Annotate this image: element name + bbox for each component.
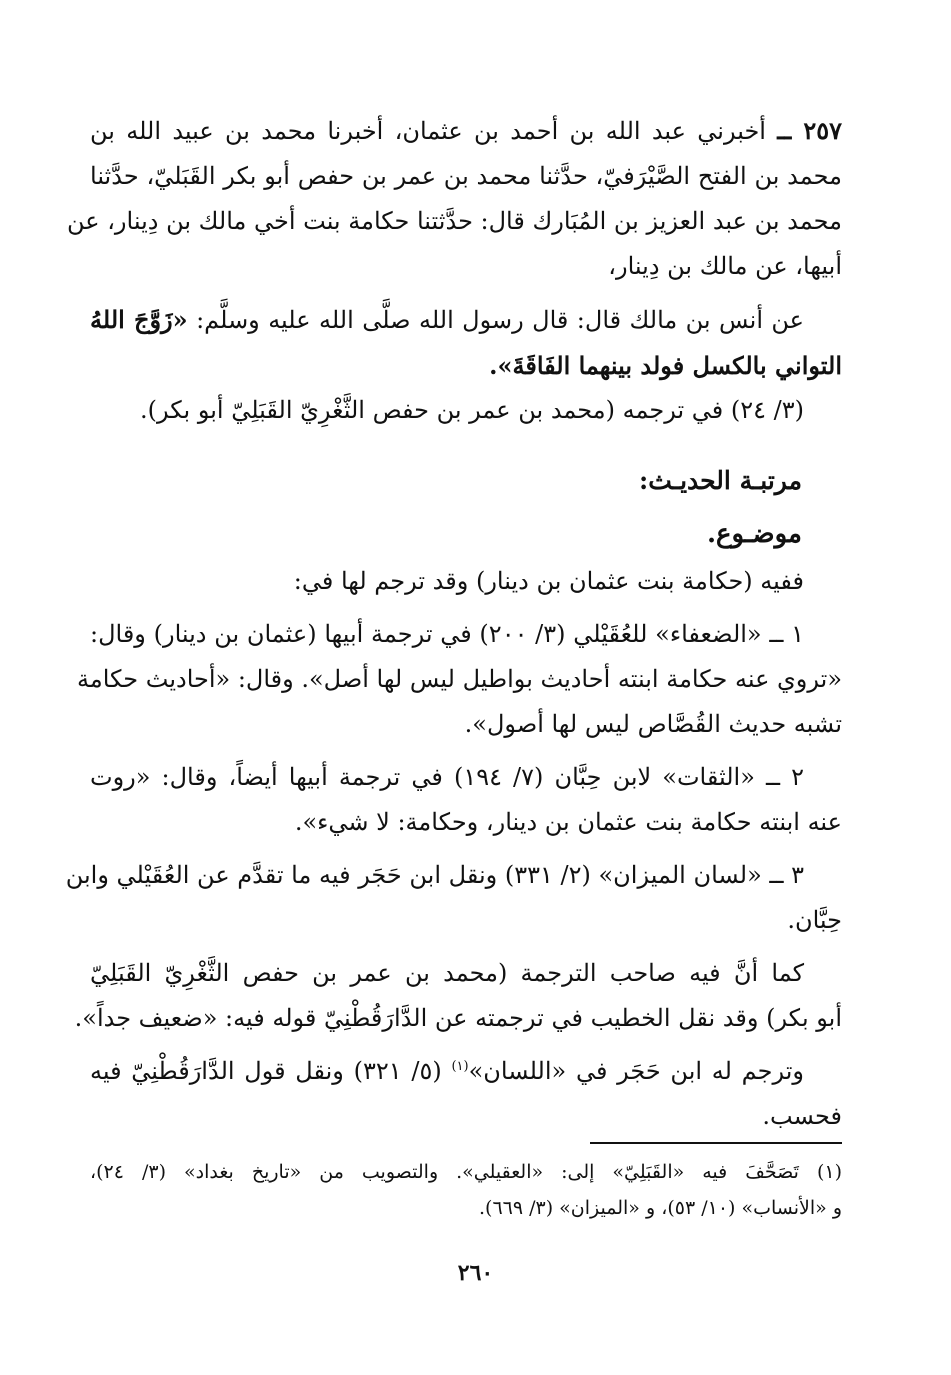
footnote-marker[interactable]: (١) [451,1059,469,1074]
footnotes [90,1154,842,1226]
hadith-block [66,108,842,289]
matn-text: «زَوَّجَ اللهُ [90,305,188,334]
intro-paragraph: ففيه (حكامة بنت عثمان بن دينار) وقد ترجم لها في: [293,567,804,595]
page-body [65,108,842,1147]
source-item-2: ٢ ــ «الثقات» لابن حِبَّان (٧/ ١٩٤) في ترجمة أبيها أيضاً، وقال: «روت عنه ابنته حكامة بنت عثمان بن دينار، وحكامة: لا شيء». [90,763,842,836]
footnote-line: و «الأنساب» (١٠/ ٥٣)، و «الميزان» (٣/ ٦٦٩). [478,1197,842,1219]
isnad-line: محمد بن الفتح الصَّيْرَفيّ، حدَّثنا محمد بن عمر بن حفص أبو بكر القَبَليّ، حدَّثنا [90,162,842,190]
hadith-reference: (٣/ ٢٤) في ترجمه (محمد بن عمر بن حفص الثَّغْرِيّ القَبَلِيّ أبو بكر). [140,396,804,424]
page-number: ٢٦٠ [457,1260,494,1286]
isnad-line: أبيها، عن مالك بن دِينار، [608,252,842,280]
footnote-divider [590,1142,842,1144]
isnad-line: محمد بن عبد العزيز بن المُبَارك قال: حدَّثتنا حكامة بنت أخي مالك بن دِينار، عن [66,207,842,235]
matn-block [90,297,842,433]
footnote-line: (١) تَصَحَّفَ فيه «القَبَلِيّ» إلى: «العقيلي». والتصويب من «تاريخ بغداد» (٣/ ٢٤)، [90,1161,842,1183]
isnad-line: ٢٥٧ ــ أخبرني عبد الله بن أحمد بن عثمان، أخبرنا محمد بن عبيد الله بن [90,116,842,145]
paragraph-ibn-hajar: وترجم له ابن حَجَر في «اللسان»$^{(١)}$ (٥/ ٣٢١) ونقل قول الدَّارَقُطْنِيّ فيه فحسب. [90,1057,842,1130]
matn-line: التواني بالكسل فولد بينهما الفَاقَةَ». [489,351,842,380]
grade-heading: مرتبـة الحديـث: [638,466,802,495]
grade-verdict: موضـوع. [706,519,802,549]
matn-line: عن أنس بن مالك قال: قال رسول الله صلَّى الله عليه وسلَّم: «زَوَّجَ اللهُ [90,305,804,334]
paragraph-translation-subject: كما أنَّ فيه صاحب الترجمة (محمد بن عمر بن حفص الثَّغْرِيّ القَبَلِيّ أبو بكر) وقد نقل الخطيب في ترجمته عن الدَّارَقُطْنِيّ قوله فيه: «ضعيف جداً». [74,959,842,1032]
source-item-1: ١ ــ «الضعفاء» للعُقَيْلي (٣/ ٢٠٠) في ترجمة أبيها (عثمان بن دينار) وقال: «تروي عنه حكامة ابنته أحاديث بواطيل ليس لها أصل». وقال: «أحاديث حكامة تشبه حديث القُصَّاص ليس لها أصول». [77,620,842,738]
hadith-number: ٢٥٧ ــ [777,116,842,145]
source-item-3: ٣ ــ «لسان الميزان» (٢/ ٣٣١) ونقل ابن حَجَر فيه ما تقدَّم عن العُقَيْلي وابن حِبَّان. [65,861,842,934]
